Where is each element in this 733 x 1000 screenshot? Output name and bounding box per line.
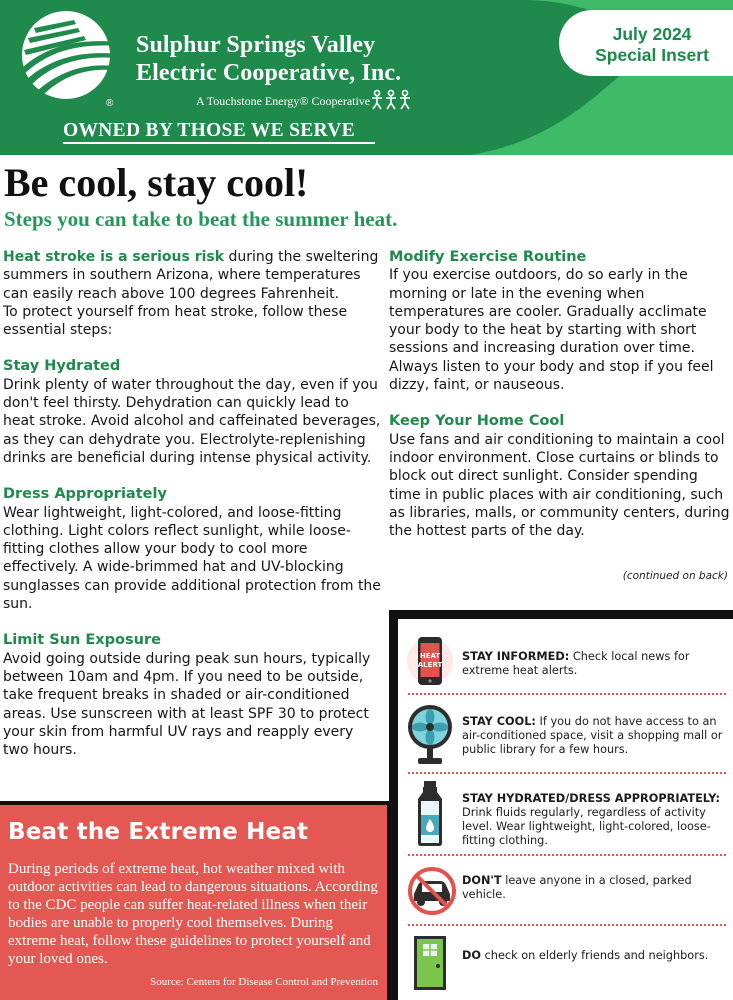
issue-badge-text: [574, 24, 730, 66]
tip-body: Drink fluids regularly, regardless of activity level. Wear lightweight, light-colored, loose-fitting clothing.: [462, 806, 711, 847]
section-heading: Limit Sun Exposure: [3, 632, 161, 649]
organization-name: [136, 31, 401, 87]
source-credit: Source: Centers for Disease Control and Prevention: [150, 976, 378, 988]
no-car-icon: [406, 863, 458, 915]
tagline-underline: [63, 142, 375, 144]
beat-the-heat-title: Beat the Extreme Heat: [8, 819, 309, 845]
section-body: Use fans and air conditioning to maintain a cool indoor environment. Close curtains or blinds to block out direct sunlight. Consider spending time in public places with air conditioning, such as libraries, malls, or community centers, during the hottest parts of the day.: [389, 431, 730, 540]
tip-text: [462, 874, 730, 902]
touchstone-line: A Touchstone Energy® Cooperative: [196, 94, 371, 108]
phone-heat-alert-icon: [406, 633, 454, 689]
tips-panel-inner: [398, 619, 733, 1000]
tip-lead: DON'T: [462, 874, 502, 887]
tip-body: Check local news for extreme heat alerts.: [462, 650, 690, 677]
page-title: Be cool, stay cool!: [4, 160, 309, 205]
tip-text: [462, 949, 730, 963]
section-heading: Stay Hydrated: [3, 358, 121, 375]
page-subtitle: Steps you can take to beat the summer heat.: [4, 207, 398, 231]
intro-text: during the sweltering summers in southern Arizona, where temperatures can easily reach above 100 degrees Fahrenheit.: [3, 249, 379, 302]
section-heading: Keep Your Home Cool: [389, 413, 565, 430]
tagline: OWNED BY THOSE WE SERVE: [63, 120, 355, 141]
tip-body: leave anyone in a closed, parked vehicle.: [462, 874, 692, 901]
masthead: [0, 0, 733, 155]
section-limit-sun-exposure: [3, 631, 383, 759]
section-body: Wear lightweight, light-colored, and loose-fitting clothing. Light colors reflect sunlight, while loose-fitting clothes allow your body to cool more effectively. A wide-brimmed hat and UV-blocking sunglasses can provide additional protection from the sun.: [3, 504, 381, 613]
tip-divider: [408, 693, 726, 695]
heat-alert-label-1: HEAT: [419, 652, 441, 660]
intro-text-2: To protect yourself from heat stroke, follow these essential steps:: [3, 303, 348, 339]
cooperative-logo: [14, 8, 122, 102]
touchstone-energy-icon: [370, 88, 412, 110]
heat-alert-label-2: ALERT: [417, 661, 443, 669]
door-icon: [406, 934, 454, 994]
organization-name-line2: Electric Cooperative, Inc.: [136, 60, 402, 86]
tip-text: [462, 792, 730, 848]
tip-divider: [408, 924, 726, 926]
beat-the-heat-body: During periods of extreme heat, hot weather mixed with outdoor activities can lead to dangerous situations. According to the CDC people can suffer heat-related illness when their bodies are unable to properly cool themselves. During extreme heat, follow these guidelines to protect yourself and your loved ones.: [8, 861, 378, 967]
section-heading: Dress Appropriately: [3, 486, 167, 503]
tip-lead: STAY INFORMED:: [462, 650, 570, 663]
registered-mark: ®: [106, 98, 114, 109]
tip-text: [462, 715, 730, 757]
section-heading: Modify Exercise Routine: [389, 249, 587, 265]
beat-the-heat-box: [0, 801, 391, 1000]
section-body: Drink plenty of water throughout the day, even if you don't feel thirsty. Dehydration can quickly lead to heat stroke. Avoid alcohol and caffeinated beverages, as they can dehydrate you. Electrolyte-replenishing drinks are beneficial during intense physical activity.: [3, 376, 381, 466]
section-body: If you exercise outdoors, do so early in the morning or late in the evening when temperatures are cooler. Gradually acclimate your body to the heat by starting with short sessions and increasing duration over time. Always listen to your body and stop if you feel dizzy, faint, or nauseous.: [389, 267, 714, 394]
tip-divider: [408, 854, 726, 856]
intro-paragraph: [3, 248, 383, 339]
issue-date: July 2024: [612, 24, 692, 44]
fan-icon: [406, 701, 454, 767]
right-column: [389, 248, 731, 558]
tip-divider: [408, 772, 726, 774]
tip-body: check on elderly friends and neighbors.: [480, 949, 709, 962]
section-keep-home-cool: [389, 412, 731, 540]
tip-lead: STAY COOL:: [462, 715, 536, 728]
section-stay-hydrated: [3, 357, 383, 467]
intro-lead: Heat stroke is a serious risk: [3, 249, 225, 265]
section-modify-exercise: [389, 248, 731, 394]
organization-name-line1: Sulphur Springs Valley: [136, 32, 376, 58]
issue-type: Special Insert: [595, 45, 709, 65]
left-column: [3, 248, 383, 777]
tip-lead: DO: [462, 949, 481, 962]
water-bottle-icon: [406, 781, 454, 847]
tip-body: If you do not have access to an air-conditioned space, visit a shopping mall or public library for a few hours.: [462, 715, 723, 756]
tips-panel: [389, 610, 733, 1000]
continued-note: (continued on back): [622, 570, 728, 582]
section-dress-appropriately: [3, 485, 383, 613]
section-body: Avoid going outside during peak sun hours, typically between 10am and 4pm. If you need to be outside, take frequent breaks in shaded or air-conditioned areas. Use sunscreen with at least SPF 30 to protect your skin from harmful UV rays and reapply every two hours.: [3, 650, 371, 759]
tip-lead: STAY HYDRATED/DRESS APPROPRIATELY:: [462, 792, 720, 805]
tip-text: [462, 650, 730, 678]
